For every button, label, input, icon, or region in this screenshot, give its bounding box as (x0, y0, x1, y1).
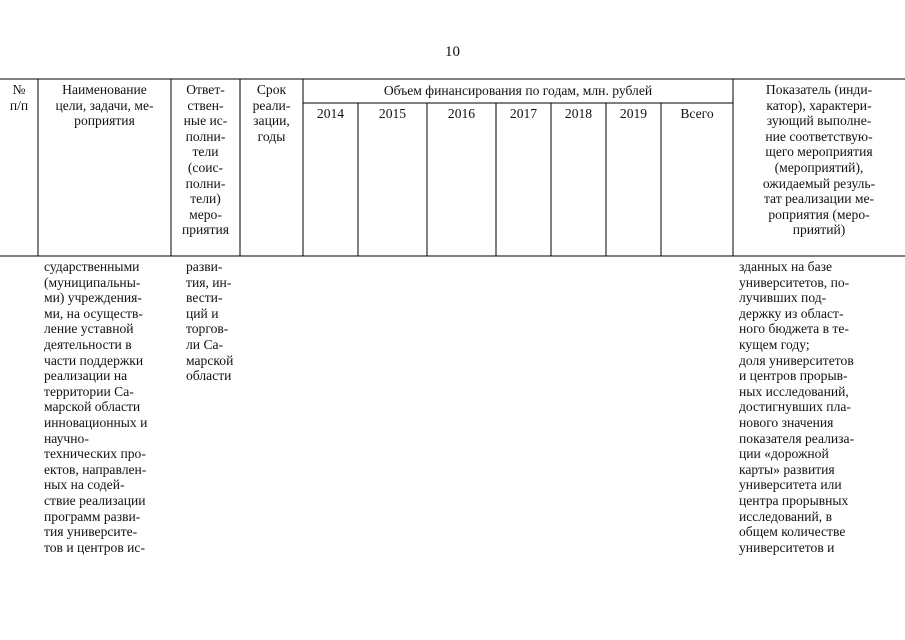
text-line: цели, задачи, ме- (55, 97, 154, 113)
text-line: технических про- (44, 446, 146, 462)
year-2015: 2015 (378, 106, 407, 121)
text-line: торгов- (186, 321, 229, 337)
text-line: сударственными (44, 259, 140, 274)
text-line: инновационных и (44, 414, 148, 430)
text-line: ных исследований, (739, 383, 849, 399)
text-line: ные ис- (183, 113, 228, 129)
text-line: тели) (190, 191, 221, 207)
header-number (0, 82, 38, 113)
text-line: деятельности в (44, 336, 132, 352)
text-line: ствие реализации (44, 492, 146, 508)
text-line: ствен- (187, 97, 224, 113)
year-2017: 2017 (509, 106, 538, 121)
text-line: доля университетов (739, 352, 854, 368)
text-line: (муниципальны- (44, 274, 141, 290)
text-line: тия университе- (44, 524, 138, 540)
text-line: достигнувших пла- (739, 399, 851, 415)
text-line: ми, на осуществ- (44, 305, 143, 321)
year-2018: 2018 (564, 106, 593, 121)
text-line: области (186, 368, 232, 384)
text-line: программ разви- (44, 508, 141, 524)
text-line: карты» развития (739, 461, 835, 477)
header-indicator (733, 82, 905, 238)
year-total: Всего (680, 106, 714, 121)
text-line: кущем году; (739, 336, 810, 352)
text-line: ли Са- (186, 336, 224, 352)
row-name (44, 259, 171, 555)
text-line: ление уставной (44, 321, 134, 337)
text-line: реализации на (44, 368, 128, 384)
text-line: зданных на базе (739, 259, 833, 274)
text-line: ных на содей- (44, 477, 125, 493)
row-executors (186, 259, 240, 384)
text-line: ожидаемый резуль- (762, 175, 876, 191)
text-line: тели (192, 144, 219, 160)
text-line: общем количестве (739, 524, 846, 540)
page-number: 10 (445, 44, 460, 60)
text-line: университетов, по- (739, 274, 850, 290)
text-line: п/п (9, 97, 29, 113)
text-line: части поддержки (44, 352, 144, 368)
text-line: территории Са- (44, 383, 134, 399)
text-line: Ответ- (186, 82, 225, 97)
text-line: центра прорывных (739, 492, 849, 508)
text-line: лучивших под- (739, 290, 827, 306)
text-line: Наименование (62, 82, 147, 97)
text-line: тат реализации ме- (763, 191, 875, 207)
year-2016: 2016 (447, 106, 476, 121)
text-line: щего мероприятия (765, 144, 873, 160)
text-line: научно- (44, 430, 89, 446)
text-line: зации, (253, 113, 290, 129)
text-line: (соис- (187, 159, 224, 175)
text-line: годы (257, 128, 286, 144)
text-line: реали- (252, 97, 291, 113)
text-line: марской области (44, 399, 141, 415)
text-line: роприятия (меро- (768, 206, 870, 222)
text-line: № (12, 82, 26, 97)
header-term (240, 82, 303, 144)
text-line: приятий) (792, 222, 846, 238)
text-line: и центров прорыв- (739, 368, 848, 384)
row-indicator (739, 259, 899, 555)
text-line: Срок (256, 82, 287, 97)
text-line: марской (186, 352, 234, 368)
text-line: ние соответствую- (765, 128, 873, 144)
text-line: держку из област- (739, 305, 844, 321)
header-funding: Объем финансирования по годам, млн. рублей (383, 83, 653, 98)
header-executors (171, 82, 240, 238)
year-2019: 2019 (619, 106, 648, 121)
text-line: ектов, направлен- (44, 461, 147, 477)
text-line: университетов и (739, 539, 835, 555)
text-line: ции «дорожной (739, 446, 829, 462)
text-line: роприятия (74, 113, 135, 129)
text-line: меро- (189, 206, 222, 222)
text-line: (мероприятий), (774, 159, 864, 175)
text-line: катор), характери- (766, 97, 872, 113)
text-line: зующий выполне- (766, 113, 872, 129)
text-line: разви- (186, 259, 223, 274)
text-line: вести- (186, 290, 223, 306)
text-line: ного бюджета в те- (739, 321, 849, 337)
text-line: ми) учреждения- (44, 290, 142, 306)
text-line: полни- (185, 175, 226, 191)
text-line: показателя реализа- (739, 430, 855, 446)
text-line: исследований, в (739, 508, 833, 524)
text-line: ций и (186, 305, 219, 321)
text-line: приятия (181, 222, 230, 238)
text-line: тия, ин- (186, 274, 232, 290)
text-line: нового значения (739, 414, 834, 430)
text-line: полни- (185, 128, 226, 144)
header-name (38, 82, 171, 129)
text-line: университета или (739, 477, 842, 493)
text-line: Показатель (инди- (765, 82, 873, 97)
text-line: тов и центров ис- (44, 539, 145, 555)
year-2014: 2014 (316, 106, 345, 121)
